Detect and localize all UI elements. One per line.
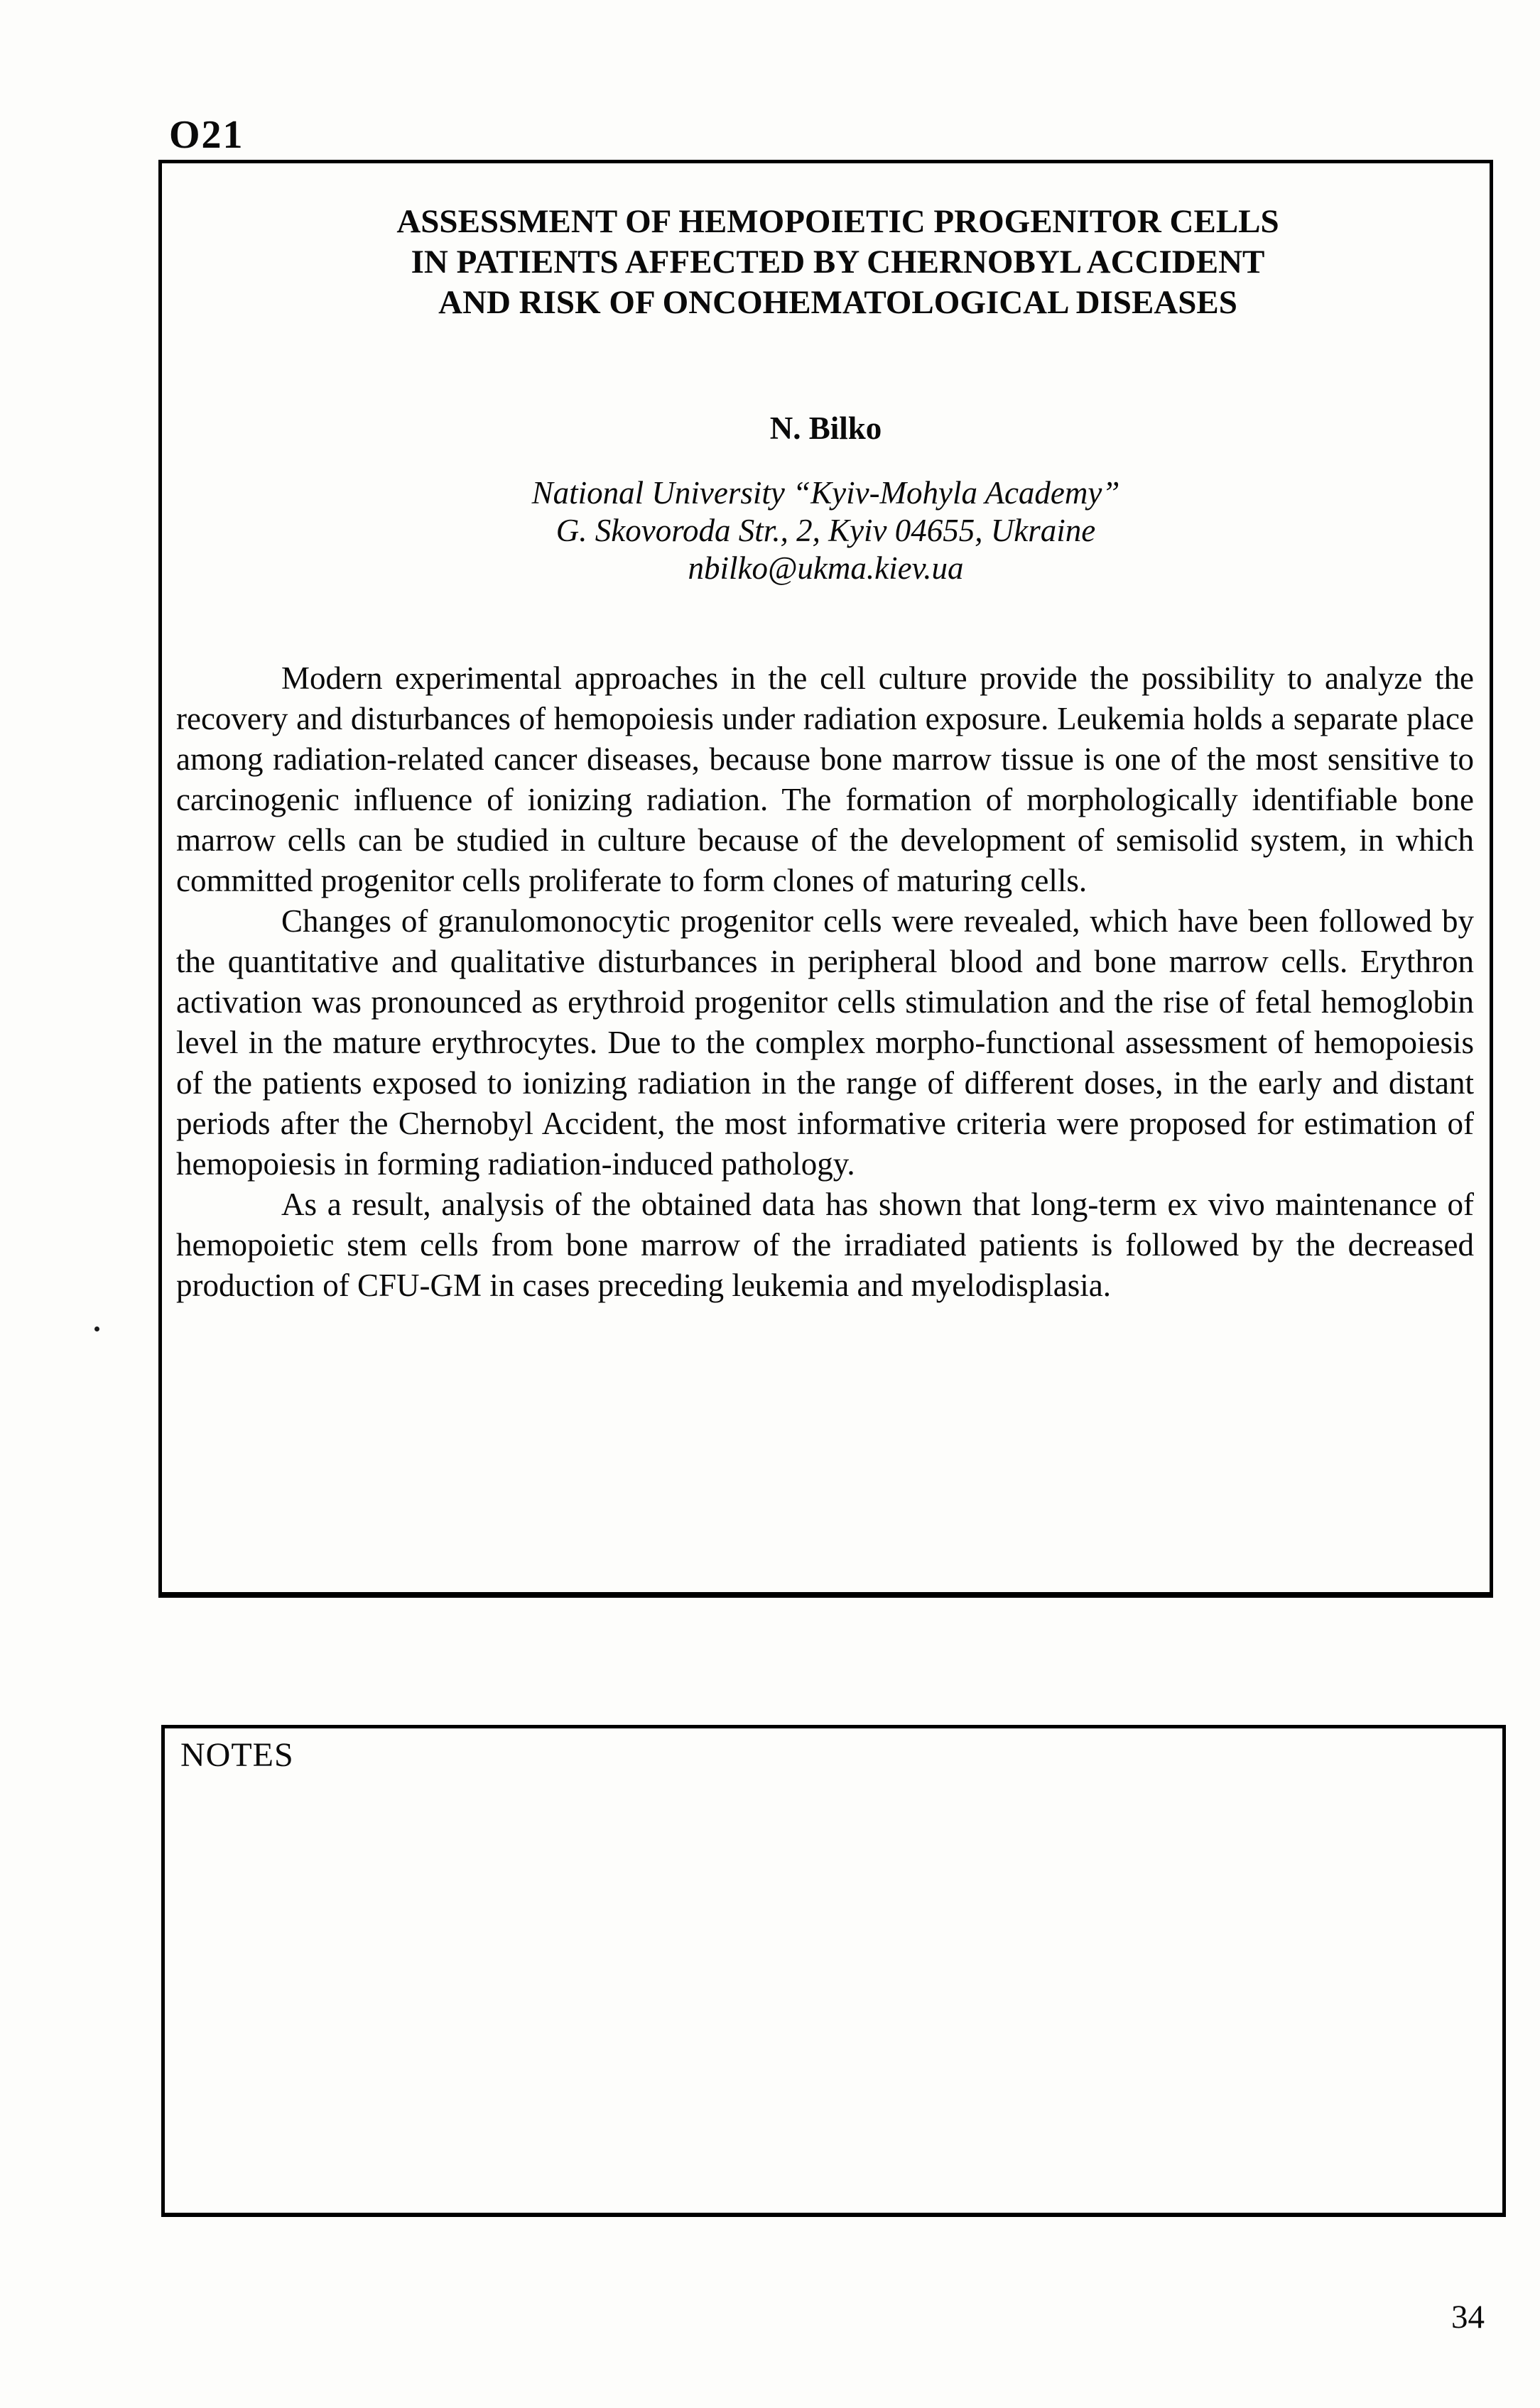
abstract-paragraph-2: Changes of granulomonocytic progenitor cells were revealed, which have been followed by the quantitative and qualitative disturbances in peripheral blood and bone marrow cells. Erythron activation was pronounced as erythroid progenitor cells stimulation and the rise of fetal hemoglobin level in the mature erythrocytes. Due to the complex morpho-functional assessment of hemopoiesis of the patients exposed to ionizing radiation in the range of different doses, in the early and distant periods after the Chernobyl Accident, the most informative criteria were proposed for estimation of hemopoiesis in forming radiation-induced pathology. <box>176 903 1474 1182</box>
abstract-paragraph-3: As a result, analysis of the obtained data has shown that long-term ex vivo maintenance of hemopoietic stem cells from bone marrow of the irradiated patients is followed by the decreased production of CFU-GM in cases preceding leukemia and myelodisplasia. <box>176 1187 1474 1303</box>
scan-artifact-dot <box>94 1326 99 1331</box>
abstract-body <box>162 658 1490 1306</box>
abstract-title-line-1: ASSESSMENT OF HEMOPOIETIC PROGENITOR CELLS <box>396 203 1279 240</box>
abstract-paragraph-1: Modern experimental approaches in the cell culture provide the possibility to analyze the recovery and disturbances of hemopoiesis under radiation exposure. Leukemia holds a separate place among radiation-related cancer diseases, because bone marrow tissue is one of the most sensitive to carcinogenic influence of ionizing radiation. The formation of morphologically identifiable bone marrow cells can be studied in culture because of the development of semisolid system, in which committed progenitor cells proliferate to form clones of maturing cells. <box>176 660 1474 898</box>
affiliation-block <box>162 474 1490 587</box>
affiliation-email: nbilko@ukma.kiev.ua <box>688 550 964 586</box>
abstract-title <box>162 202 1490 323</box>
author-name: N. Bilko <box>769 410 882 446</box>
affiliation-institution: National University “Kyiv-Mohyla Academy” <box>531 475 1120 511</box>
page-number: 34 <box>1451 2299 1485 2336</box>
abstract-title-line-2: IN PATIENTS AFFECTED BY CHERNOBYL ACCIDENT <box>411 244 1265 280</box>
notes-label: NOTES <box>180 1736 294 1774</box>
affiliation-address: G. Skovoroda Str., 2, Kyiv 04655, Ukraine <box>555 513 1096 548</box>
notes-box <box>161 1725 1506 2217</box>
abstract-box <box>158 160 1493 1598</box>
abstract-title-line-3: AND RISK OF ONCOHEMATOLOGICAL DISEASES <box>438 284 1237 321</box>
session-code-label: O21 <box>169 113 244 157</box>
